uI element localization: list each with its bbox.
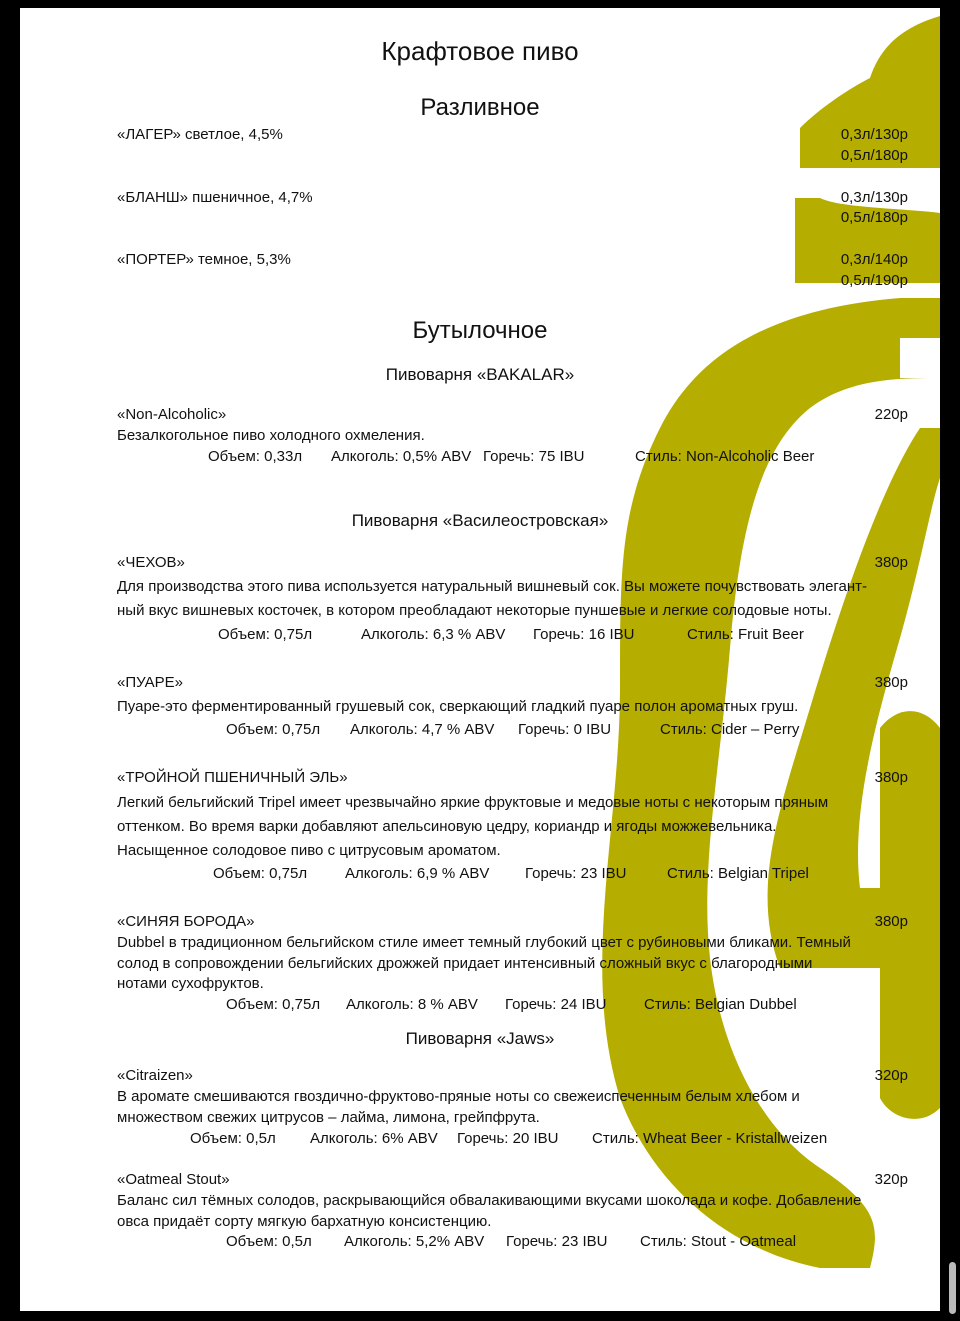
beer-price: 320р — [874, 1067, 908, 1084]
spec-volume: Объем: 0,75л — [218, 626, 313, 643]
beer-description: Легкий бельгийский Tripel имеет чрезвычайно яркие фруктовые и медовые ноты с некоторым пряным — [117, 794, 829, 811]
draft-item-price: 0,3л/140р — [840, 251, 908, 268]
draft-item-price: 0,5л/180р — [840, 209, 908, 226]
beer-name: «ПУАРЕ» — [117, 674, 184, 691]
section-heading-draft: Разливное — [420, 94, 540, 121]
draft-item-price: 0,3л/130р — [840, 189, 908, 206]
page-title: Крафтовое пиво — [381, 36, 579, 66]
spec-ibu: Горечь: 75 IBU — [483, 448, 585, 465]
spec-ibu: Горечь: 23 IBU — [506, 1233, 608, 1250]
beer-description: Для производства этого пива используется натуральный вишневый сок. Вы можете почувствовать элегант- — [117, 578, 868, 595]
brewery-heading: Пивоварня «Jaws» — [405, 1029, 555, 1048]
spec-ibu: Горечь: 24 IBU — [505, 996, 607, 1013]
draft-item-name: «БЛАНШ» пшеничное, 4,7% — [117, 189, 313, 206]
spec-volume: Объем: 0,5л — [226, 1233, 312, 1250]
section-heading-bottled: Бутылочное — [412, 317, 548, 344]
beer-price: 380р — [874, 554, 908, 571]
spec-volume: Объем: 0,75л — [226, 996, 321, 1013]
spec-ibu: Горечь: 20 IBU — [457, 1130, 559, 1147]
beer-description: Пуаре-это ферментированный грушевый сок, сверкающий гладкий пуаре полон ароматных груш. — [117, 698, 799, 715]
beer-description: Баланс сил тёмных солодов, раскрывающийся обвалакивающими вкусами шоколада и кофе. Добавление — [117, 1192, 862, 1209]
beer-description: множеством свежих цитрусов – лайма, лимона, грейпфрута. — [117, 1109, 540, 1126]
beer-price: 320р — [874, 1171, 908, 1188]
scrollbar-thumb[interactable] — [949, 1262, 956, 1314]
spec-alcohol: Алкоголь: 6,3 % ABV — [361, 626, 506, 643]
beer-name: «СИНЯЯ БОРОДА» — [117, 913, 255, 930]
spec-alcohol: Алкоголь: 5,2% ABV — [344, 1233, 485, 1250]
spec-alcohol: Алкоголь: 8 % ABV — [346, 996, 478, 1013]
beer-specs — [226, 721, 799, 738]
spec-style: Стиль: Stout - Oatmeal — [640, 1233, 797, 1250]
spec-volume: Объем: 0,75л — [213, 865, 308, 882]
spec-ibu: Горечь: 0 IBU — [518, 721, 612, 738]
spec-volume: Объем: 0,5л — [190, 1130, 276, 1147]
beer-description: В аромате смешиваются гвоздично-фруктово-пряные ноты со свежеиспеченным белым хлебом и — [117, 1088, 800, 1105]
beer-description: нотами сухофруктов. — [117, 975, 264, 992]
beer-name: «ТРОЙНОЙ ПШЕНИЧНЫЙ ЭЛЬ» — [117, 769, 348, 786]
brewery-heading: Пивоварня «BAKALAR» — [385, 365, 575, 384]
beer-name: «Oatmeal Stout» — [117, 1171, 230, 1188]
menu-page — [20, 8, 940, 1311]
draft-item-name: «ПОРТЕР» темное, 5,3% — [117, 251, 291, 268]
draft-item-price: 0,3л/130р — [840, 126, 908, 143]
draft-item-name: «ЛАГЕР» светлое, 4,5% — [117, 126, 283, 143]
spec-style: Стиль: Belgian Dubbel — [644, 996, 797, 1013]
brewery-heading: Пивоварня «Василеостровская» — [351, 511, 609, 530]
beer-description: овса придаёт сорту мягкую бархатную консистенцию. — [117, 1213, 492, 1230]
spec-alcohol: Алкоголь: 6,9 % ABV — [345, 865, 490, 882]
spec-style: Стиль: Belgian Tripel — [667, 865, 809, 882]
beer-name: «Citraizen» — [117, 1067, 193, 1084]
beer-price: 220р — [874, 406, 908, 423]
beer-specs — [208, 448, 814, 465]
beer-description: солод в сопровождении бельгийских дрожжей придает интенсивный сложный вкус с благородными — [117, 955, 813, 972]
spec-alcohol: Алкоголь: 6% ABV — [310, 1130, 438, 1147]
spec-ibu: Горечь: 16 IBU — [533, 626, 635, 643]
spec-ibu: Горечь: 23 IBU — [525, 865, 627, 882]
beer-description: Dubbel в традиционном бельгийском стиле имеет темный глубокий цвет с рубиновыми бликами. Темный — [117, 934, 851, 951]
beer-specs — [190, 1130, 827, 1147]
beer-specs — [226, 1233, 796, 1250]
beer-description: ный вкус вишневых косточек, в котором преобладают некоторые пуншевые и легкие солодовые ноты. — [117, 602, 832, 619]
beer-name: «ЧЕХОВ» — [117, 554, 185, 571]
draft-item-price: 0,5л/190р — [840, 272, 908, 289]
spec-alcohol: Алкоголь: 0,5% ABV — [331, 448, 472, 465]
spec-style: Стиль: Fruit Beer — [687, 626, 804, 643]
beer-name: «Non-Alcoholic» — [117, 406, 227, 423]
spec-volume: Объем: 0,75л — [226, 721, 321, 738]
spec-style: Стиль: Non-Alcoholic Beer — [635, 448, 815, 465]
beer-description: оттенком. Во время варки добавляют апельсиновую цедру, кориандр и ягоды можжевельника. — [117, 818, 777, 835]
beer-description: Насыщенное солодовое пиво с цитрусовым ароматом. — [117, 842, 501, 859]
draft-item-price: 0,5л/180р — [840, 147, 908, 164]
spec-style: Стиль: Cider – Perry — [660, 721, 800, 738]
beer-specs — [226, 996, 797, 1013]
spec-volume: Объем: 0,33л — [208, 448, 303, 465]
spec-style: Стиль: Wheat Beer - Kristallweizen — [592, 1130, 828, 1147]
beer-price: 380р — [874, 674, 908, 691]
beer-description: Безалкогольное пиво холодного охмеления. — [117, 427, 425, 444]
beer-specs — [218, 626, 804, 643]
beer-price: 380р — [874, 769, 908, 786]
beer-specs — [213, 865, 809, 882]
spec-alcohol: Алкоголь: 4,7 % ABV — [350, 721, 495, 738]
beer-price: 380р — [874, 913, 908, 930]
